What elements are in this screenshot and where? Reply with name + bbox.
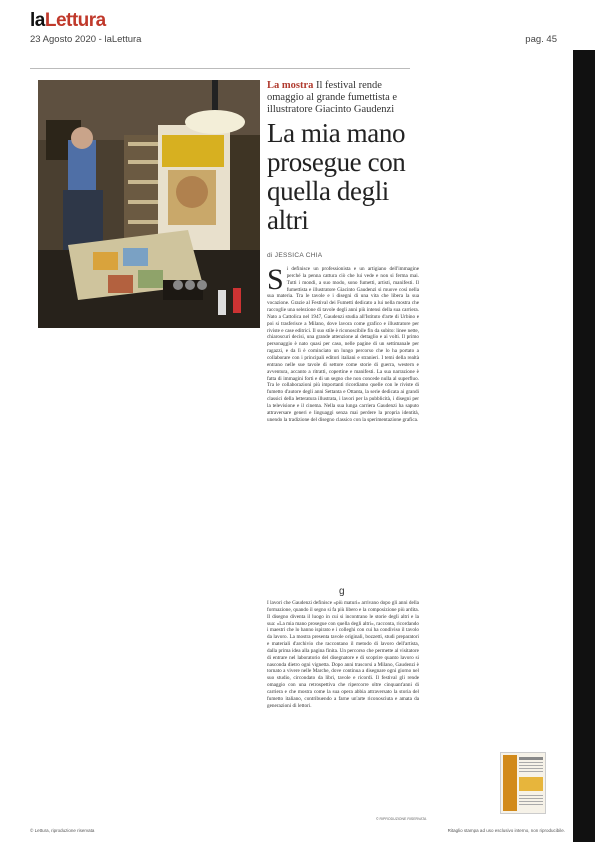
- body-text-2: I lavori che Gaudenzi definisce «più maturi» arrivano dopo gli anni della formazione, quando il segno si fa più libero e la composizione più ardita. Il disegno diventa il luogo in cui si incontrano le storie degli altri e la sua: «La mia mano prosegue con quella degli altri», racconta, ricordando i maestri che lo hanno ispirato e i colleghi con cui ha condiviso il tavolo da lavoro. La mostra presenta tavole originali, bozzetti, studi preparatori e materiali d'archivio che raccontano il metodo di lavoro dell'artista, dalla prima idea alla pagina finita. Un percorso che permette al visitatore di entrare nel laboratorio del disegnatore e di scoprire quanto lavoro si nasconda dietro ogni vignetta. Dopo anni trascorsi a Milano, Gaudenzi è tornato a vivere nelle Marche, dove continua a disegnare ogni giorno nel suo studio, circondato da libri, tavole e ricordi. Il festival gli rende omaggio con una retrospettiva che ripercorre oltre cinquant'anni di carriera e che mostra come la sua opera abbia attraversato la storia del fumetto italiano, contribuendo a farne un'arte riconosciuta e amata da generazioni di lettori.: [267, 600, 419, 709]
- footer-left-note: © Lettura, riproduzione riservata: [30, 828, 95, 833]
- logo-lettura: Lettura: [44, 10, 106, 31]
- article-signature: © RIPRODUZIONE RISERVATA: [376, 817, 427, 821]
- article-photo: [38, 80, 260, 328]
- side-black-bar: [573, 50, 595, 842]
- article-kicker: [267, 80, 417, 116]
- body-text-1: i definisce un professionista e un artigiano dell'immagine perché la penna cattura ciò che lui vede e non si ferma mai. Tutti i mondi, a suo modo, sono fumetti, artisti, manifesti. Il fumettista e illustratore Giacinto Gaudenzi si muove così nella sua materia. Tra le tavole e i disegni di una vita che libera la sua vocazione. Grazie al Festival dei Fumetti dedicato a lui nella mostra che raccoglie una selezione di tavole degli anni più intensi della sua carriera. Nato a Cattolica nel 1947, Gaudenzi studia all'Istituto d'arte di Urbino e poi si trasferisce a Milano, dove lavora come grafico e illustratore per riviste e case editrici. Il suo stile è riconoscibile fin da subito: linee nette, chiaroscuri decisi, una grande attenzione al dettaglio e ai volti. Il primo personaggio è nato quasi per caso, nelle pagine di un settimanale per ragazzi, e da lì è cominciato un lungo percorso che lo ha portato a collaborare con i principali editori italiani e stranieri. I temi della realtà entrano nelle sue tavole di settore come storie di guerra, western e avventura, accanto a ritratti, copertine e manifesti. La sua narrazione è fatta di immagini forti e di un segno che non concede nulla al superfluo. Tra le collaborazioni più importanti ricordiamo quelle con le riviste di fumetto d'autore degli anni Settanta e Ottanta, la serie dedicata ai grandi classici della letteratura illustrata, i lavori per la pubblicità, i disegni per la televisione e il cinema. Nella sua lunga carriera Gaudenzi ha saputo attraversare generi e linguaggi senza mai perdere la propria identità, unendo la tradizione del disegno classico con la sperimentazione grafica.: [267, 266, 419, 423]
- header-date-source: 23 Agosto 2020 - laLettura: [30, 34, 142, 45]
- kicker-label: La mostra: [267, 80, 314, 91]
- section-ornament: g: [339, 586, 345, 597]
- article-byline: di JESSICA CHIA: [267, 252, 323, 259]
- article-body-part-2: [267, 600, 419, 710]
- kicker-text: Il festival rende omaggio al grande fumettista e illustratore Giacinto Gaudenzi: [267, 80, 398, 115]
- footer-right-note: Ritaglio stampa ad uso esclusivo interno, non riproducibile.: [447, 828, 565, 833]
- article-body-part-1: [267, 263, 419, 423]
- logo-la: la: [30, 10, 45, 31]
- top-divider: [30, 68, 410, 69]
- publication-logo: [30, 10, 106, 32]
- header-page-number: pag. 45: [525, 34, 557, 45]
- article-headline: La mia mano prosegue con quella degli altri: [267, 118, 406, 235]
- page-thumbnail: [500, 752, 546, 814]
- drop-cap: S: [267, 263, 284, 296]
